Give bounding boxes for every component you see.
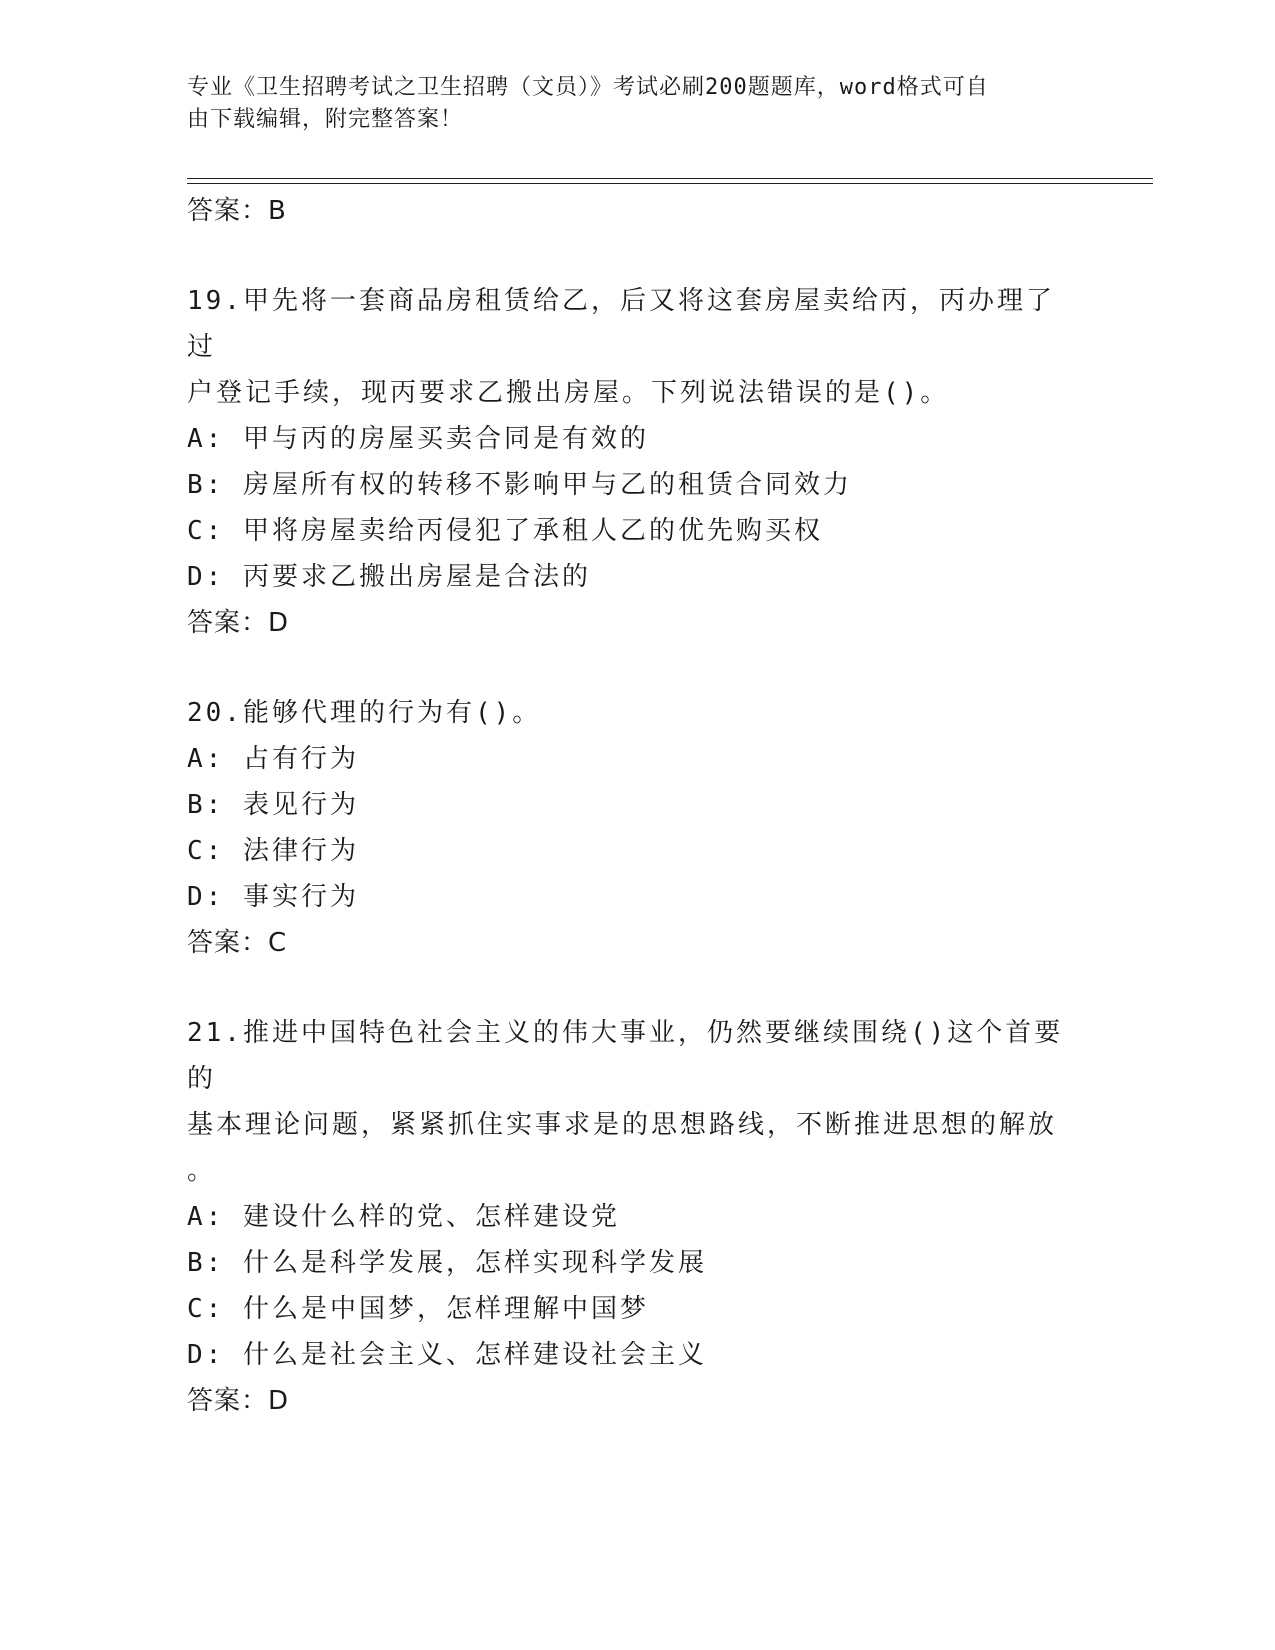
option-c: C: 法律行为 <box>187 836 359 866</box>
option-b: B: 什么是科学发展，怎样实现科学发展 <box>187 1248 707 1278</box>
header-rule-top <box>187 178 1153 179</box>
question-21 <box>187 1010 1087 1424</box>
question-19 <box>187 278 1087 646</box>
answer-line: 答案：D <box>187 608 290 638</box>
question-stem: 21.推进中国特色社会主义的伟大事业，仍然要继续围绕()这个首要的 <box>187 1018 1064 1094</box>
question-list <box>187 188 1087 1424</box>
question-stem: 20.能够代理的行为有()。 <box>187 698 542 728</box>
option-a: A: 甲与丙的房屋买卖合同是有效的 <box>187 424 649 454</box>
option-c: C: 甲将房屋卖给丙侵犯了承租人乙的优先购买权 <box>187 516 823 546</box>
option-c: C: 什么是中国梦，怎样理解中国梦 <box>187 1294 649 1324</box>
question-20 <box>187 690 1087 966</box>
header-line-1: 专业《卫生招聘考试之卫生招聘（文员）》考试必刷200题题库，word格式可自 <box>187 75 989 100</box>
question-stem: 19.甲先将一套商品房租赁给乙，后又将这套房屋卖给丙，丙办理了过 <box>187 286 1055 362</box>
page-header <box>187 72 1077 136</box>
option-d: D: 什么是社会主义、怎样建设社会主义 <box>187 1340 707 1370</box>
answer-line: 答案：B <box>187 196 287 226</box>
option-a: A: 建设什么样的党、怎样建设党 <box>187 1202 620 1232</box>
option-b: B: 表见行为 <box>187 790 359 820</box>
option-a: A: 占有行为 <box>187 744 359 774</box>
answer-line: 答案：C <box>187 928 288 958</box>
option-d: D: 丙要求乙搬出房屋是合法的 <box>187 562 591 592</box>
option-b: B: 房屋所有权的转移不影响甲与乙的租赁合同效力 <box>187 470 852 500</box>
question-stem: 基本理论问题，紧紧抓住实事求是的思想路线，不断推进思想的解放 <box>187 1110 1058 1140</box>
option-d: D: 事实行为 <box>187 882 359 912</box>
header-rule-bottom <box>187 183 1153 184</box>
question-stem: 。 <box>187 1156 217 1186</box>
header-line-2: 由下载编辑，附完整答案！ <box>187 107 464 132</box>
question-stem: 户登记手续，现丙要求乙搬出房屋。下列说法错误的是()。 <box>187 378 950 408</box>
answer-line: 答案：D <box>187 1386 290 1416</box>
